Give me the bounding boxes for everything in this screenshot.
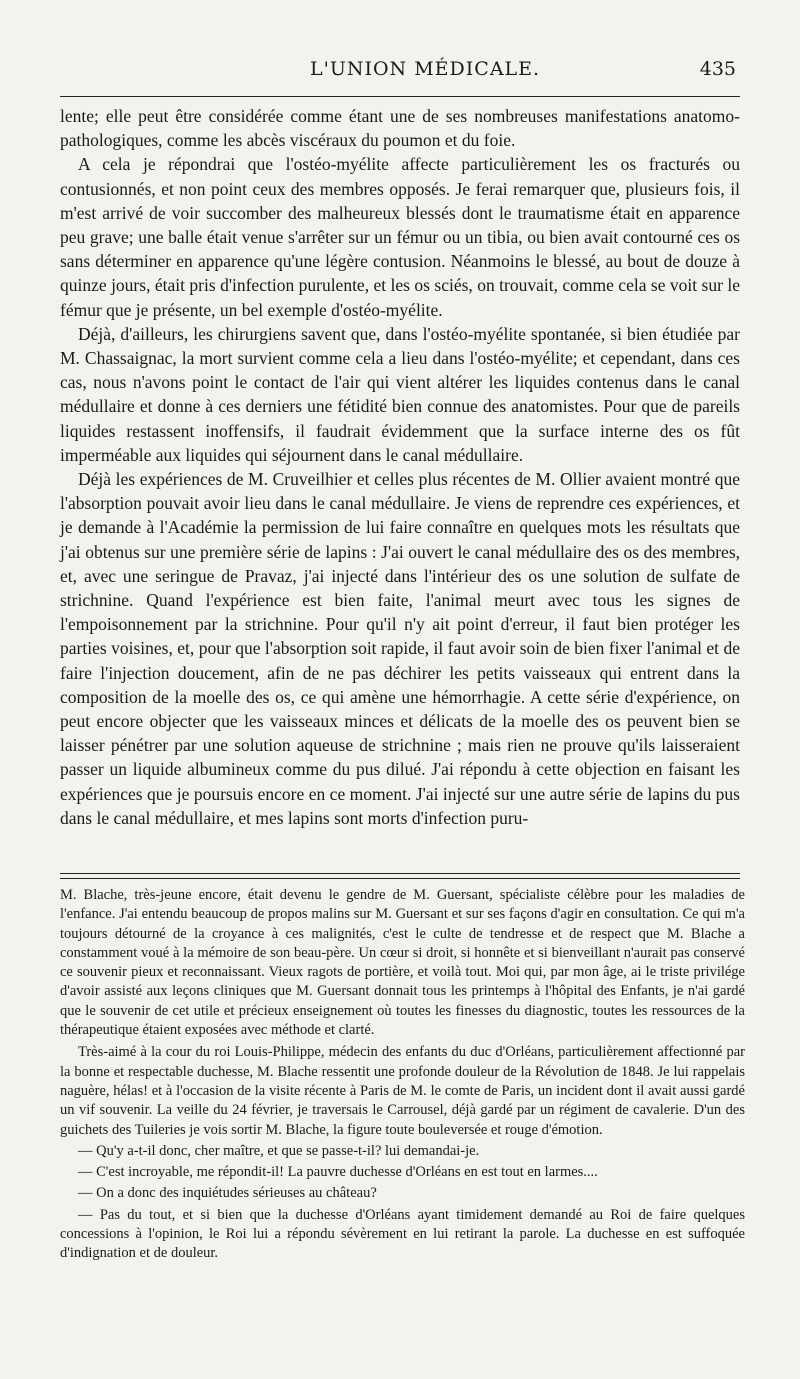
- main-text: [60, 104, 740, 830]
- dialogue-line: — Pas du tout, et si bien que la duchesse d'Orléans ayant timidement demandé au Roi de faire quelques concessions à l'opinion, le Roi lui a répondu sévèrement en lui retirant la parole. La duchesse en est suffoquée d'indignation et de douleur.: [60, 1206, 745, 1262]
- main-paragraph: A cela je répondrai que l'ostéo-myélite affecte particulièrement les os fracturés ou contusionnés, et non point ceux des membres opposés. Je ferai remarquer que, plusieurs fois, il m'est arrivé de voir succomber des malheureux blessés dont le traumatisme était en apparence peu grave; une balle était venue s'arrêter sur un fémur ou un tibia, ou bien avait contourné ces os sans déterminer en apparence qu'une légère contusion. Néanmoins le blessé, au bout de douze à quinze jours, était pris d'infection purulente, et les os sciés, on trouvait, comme cela se voit sur le fémur que je présente, un bel exemple d'ostéo-myélite.: [60, 154, 740, 320]
- dialogue-line: — C'est incroyable, me répondit-il! La pauvre duchesse d'Orléans en est tout en larmes....: [78, 1164, 598, 1181]
- main-paragraph: Déjà, d'ailleurs, les chirurgiens savent que, dans l'ostéo-myélite spontanée, si bien étudiée par M. Chassaignac, la mort survient comme cela a lieu dans l'ostéo-myélite; et cependant, dans ces cas, nous n'avons point le contact de l'air qui vient altérer les liquides contenus dans le canal médullaire et donne à ces derniers une fétidité bien connue des anatomistes. Pour que de pareils liquides restassent inoffensifs, il faudrait évidemment que la surface interne des os fût imperméable aux liquides qui séjournent dans le canal médullaire.: [60, 323, 740, 465]
- header-rule: [60, 96, 740, 97]
- dialogue-line: — On a donc des inquiétudes sérieuses au château?: [78, 1185, 377, 1202]
- footnote-paragraph: M. Blache, très-jeune encore, était devenu le gendre de M. Guersant, spécialiste célèbre pour les maladies de l'enfance. J'ai entendu beaucoup de propos malins sur M. Guersant et sur ses façons d'agir en consultation. Ce qui m'a toujours détourné de la croyance à ces malignités, c'est le culte de tendresse et de respect que M. Blache a constamment voué à la mémoire de son beau-père. Un cœur si droit, si honnête et si bienveillant n'aurait pas conservé ce souvenir pieux et reconnaissant. Vieux ragots de portière, et voilà tout. Moi qui, par mon âge, ai le triste privilége d'avoir assisté aux leçons cliniques que M. Guersant donnait tous les printemps à l'hôpital des Enfants, je n'ai gardé que le souvenir de cet utile et précieux enseignement où toutes les finesses du diagnostic, toutes les ressources de la thérapeutique étaient exposées avec méthode et clarté.: [60, 887, 745, 1039]
- page-number: 435: [699, 58, 736, 80]
- footnote-section: [60, 886, 745, 1264]
- footnote-separator: [60, 873, 740, 879]
- journal-title: L'UNION MÉDICALE.: [310, 58, 541, 80]
- footnote-paragraph: Très-aimé à la cour du roi Louis-Philippe, médecin des enfants du duc d'Orléans, particulièrement affectionné par la bonne et respectable duchesse, M. Blache ressentit une profonde douleur de la Révolution de 1848. Je lui rappelais naguère, hélas! et à l'occasion de la visite récente à Paris de M. le comte de Paris, un incident dont il avait aussi gardé un vif souvenir. La veille du 24 février, je traversais le Carrousel, déjà gardé par un régiment de cavalerie. D'un des guichets des Tuileries je vois sortir M. Blache, la figure toute bouleversée et rouge d'émotion.: [60, 1044, 745, 1138]
- dialogue-line: — Qu'y a-t-il donc, cher maître, et que se passe-t-il? lui demandai-je.: [78, 1142, 480, 1159]
- running-header: [60, 58, 740, 86]
- main-paragraph: Déjà les expériences de M. Cruveilhier et celles plus récentes de M. Ollier avaient montré que l'absorption pouvait avoir lieu dans le canal médullaire. Je viens de reprendre ces expériences, et je demande à l'Académie la permission de lui faire connaître en quelques mots les résultats que j'ai obtenus sur une première série de lapins : J'ai ouvert le canal médullaire des os des membres, et, avec une seringue de Pravaz, j'ai injecté dans l'intérieur des os une solution de sulfate de strichnine. Quand l'expérience est bien faite, l'animal meurt avec tous les signes de l'empoisonnement par la strichnine. Pour qu'il n'y ait point d'erreur, il faut bien protéger les parties voisines, et, pour que l'absorption soit rapide, il faut avoir soin de bien fixer l'animal et de faire l'injection doucement, afin de ne pas déchirer les petits vaisseaux qui entrent dans la composition de la moelle des os, ce qui amène une hémorrhagie. A cette série d'expérience, on peut encore objecter que les vaisseaux minces et délicats de la moelle des os peuvent bien se laisser pénétrer par une solution aqueuse de strichnine ; mais rien ne prouve qu'ils laisseraient passer un liquide albumineux comme du pus dilué. J'ai répondu à cette objection en faisant les expériences que je poursuis encore en ce moment. J'ai injecté sur une autre série de lapins du pus dans le canal médullaire, et mes lapins sont morts d'infection puru-: [60, 469, 740, 828]
- main-paragraph: lente; elle peut être considérée comme étant une de ses nombreuses manifestations anatomo-pathologiques, comme les abcès viscéraux du poumon et du foie.: [60, 106, 740, 151]
